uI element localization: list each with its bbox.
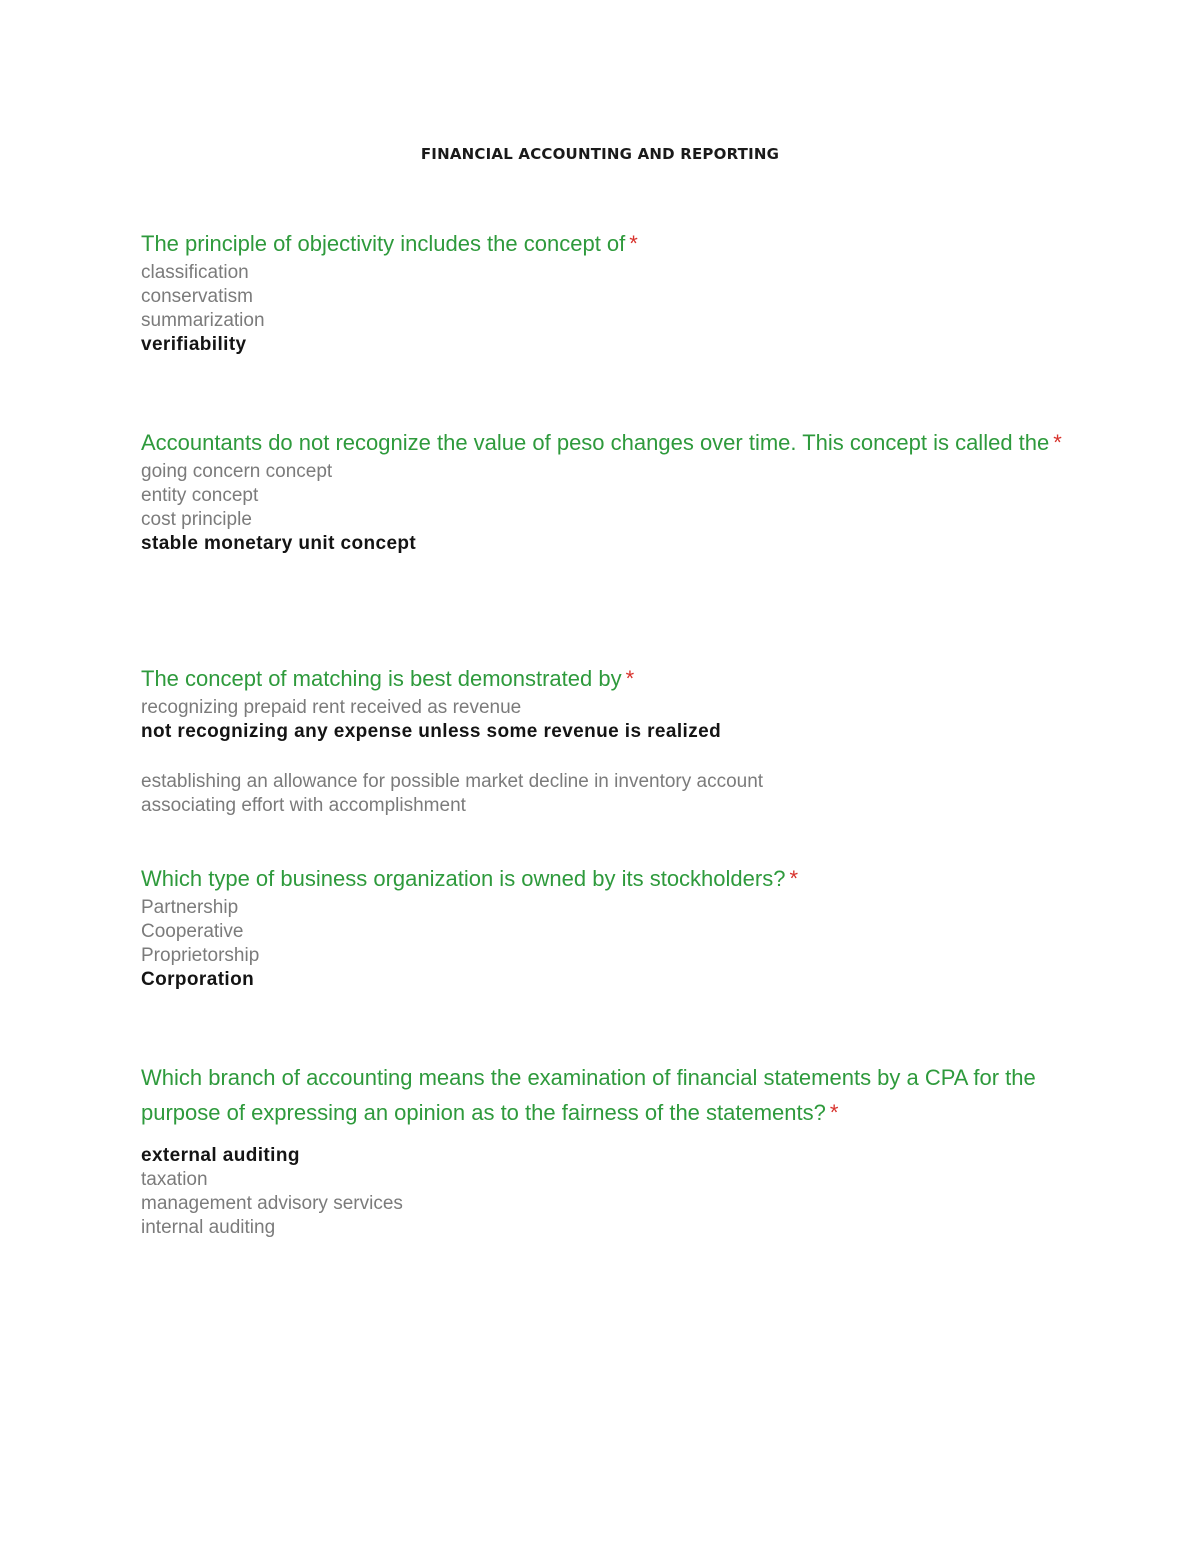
option-item: management advisory services xyxy=(141,1193,403,1214)
option-item: classification xyxy=(141,262,249,283)
question-text-content: The principle of objectivity includes the concept of xyxy=(141,231,626,256)
option-item: Proprietorship xyxy=(141,945,260,966)
question-text-content: Accountants do not recognize the value of peso changes over time. This concept is called the xyxy=(141,430,1050,455)
question-3 xyxy=(141,661,1081,818)
option-item: recognizing prepaid rent received as revenue xyxy=(141,697,522,718)
required-mark: * xyxy=(625,666,635,691)
option-item: associating effort with accomplishment xyxy=(141,795,466,816)
correct-answer: stable monetary unit concept xyxy=(141,533,417,554)
required-mark: * xyxy=(1053,430,1062,455)
option-item: entity concept xyxy=(141,485,259,506)
option-item: Cooperative xyxy=(141,921,244,942)
question-5 xyxy=(141,1060,1081,1240)
option-item: Partnership xyxy=(141,897,239,918)
question-1 xyxy=(141,226,1081,357)
option-item: cost principle xyxy=(141,509,252,530)
correct-answer: verifiability xyxy=(141,334,247,355)
question-4 xyxy=(141,861,1081,992)
required-mark: * xyxy=(629,231,638,256)
option-list xyxy=(141,1144,1081,1240)
option-item: summarization xyxy=(141,310,265,331)
question-text xyxy=(141,661,1081,696)
correct-answer: external auditing xyxy=(141,1145,300,1166)
option-list xyxy=(141,261,1081,357)
correct-answer: Corporation xyxy=(141,969,255,990)
option-item: establishing an allowance for possible market decline in inventory account xyxy=(141,771,764,792)
option-list xyxy=(141,896,1081,992)
required-mark: * xyxy=(789,866,799,891)
option-item: conservatism xyxy=(141,286,253,307)
question-text xyxy=(141,226,1081,261)
question-text-content: Which branch of accounting means the examination of financial statements by a CPA for the purpose of expressing an opinion as to the fairness of the statements? xyxy=(141,1065,1036,1125)
option-item: going concern concept xyxy=(141,461,333,482)
question-text xyxy=(141,861,1081,896)
required-mark: * xyxy=(829,1100,839,1125)
question-text xyxy=(141,425,1081,460)
question-text-content: Which type of business organization is owned by its stockholders? xyxy=(141,866,786,891)
option-item: internal auditing xyxy=(141,1217,276,1238)
option-item: taxation xyxy=(141,1169,208,1190)
question-2 xyxy=(141,425,1081,556)
option-list xyxy=(141,696,1081,818)
question-text-content: The concept of matching is best demonstrated by xyxy=(141,666,622,691)
correct-answer: not recognizing any expense unless some revenue is realized xyxy=(141,721,722,742)
option-list xyxy=(141,460,1081,556)
document-title: FINANCIAL ACCOUNTING AND REPORTING xyxy=(420,145,780,163)
question-text xyxy=(141,1060,1081,1130)
